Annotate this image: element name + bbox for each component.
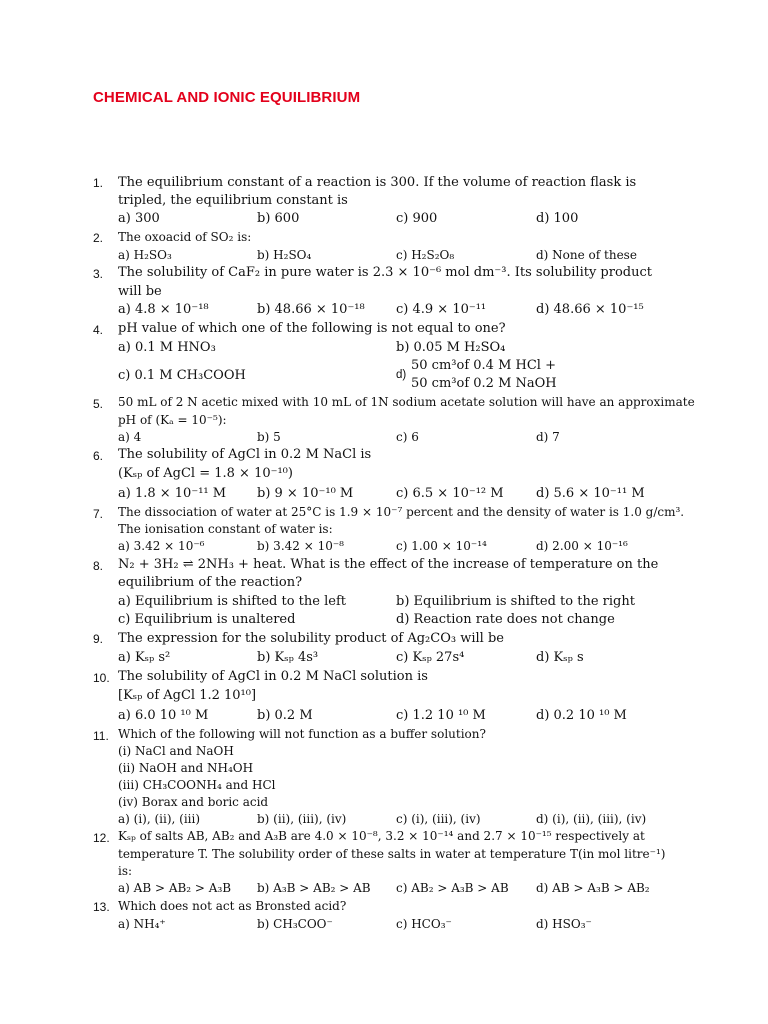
- question-number: 12.: [93, 831, 110, 845]
- question-text: The ionisation constant of water is:: [118, 522, 333, 536]
- question-number: 8.: [93, 559, 104, 573]
- document-title: CHEMICAL AND IONIC EQUILIBRIUM: [93, 89, 361, 106]
- option-b: b) 3.42 × 10⁻⁸: [257, 539, 344, 553]
- option-d: d) HSO₃⁻: [536, 917, 592, 931]
- option-a: a) Equilibrium is shifted to the left: [118, 594, 346, 609]
- question-text: equilibrium of the reaction?: [118, 575, 303, 590]
- option-d: d) None of these: [536, 248, 637, 262]
- question-text: 50 mL of 2 N acetic mixed with 10 mL of 1N sodium acetate solution will have an approximate: [118, 395, 695, 409]
- option-a: a) H₂SO₃: [118, 248, 172, 262]
- option-c: c) 1.2 10 ¹⁰ M: [396, 708, 486, 723]
- question-number: 2.: [93, 231, 104, 245]
- question-item: (ii) NaOH and NH₄OH: [118, 761, 254, 775]
- question-text: Kₛₚ of salts AB, AB₂ and A₃B are 4.0 × 10⁻⁸, 3.2 × 10⁻¹⁴ and 2.7 × 10⁻¹⁵ respectively at: [118, 829, 645, 843]
- option-c: c) H₂S₂O₈: [396, 248, 455, 262]
- option-c: c) 6.5 × 10⁻¹² M: [396, 486, 504, 501]
- question-text: Which of the following will not function as a buffer solution?: [118, 727, 486, 741]
- option-c: c) 1.00 × 10⁻¹⁴: [396, 539, 487, 553]
- option-d: d) (i), (ii), (iii), (iv): [536, 812, 647, 826]
- question-text: The dissociation of water at 25°C is 1.9 × 10⁻⁷ percent and the density of water is 1.0 g/cm³.: [118, 505, 685, 519]
- question-text: The oxoacid of SO₂ is:: [118, 230, 252, 244]
- question-item: (i) NaCl and NaOH: [118, 744, 234, 758]
- question-number: 4.: [93, 323, 104, 337]
- question-number: 10.: [93, 671, 110, 685]
- option-b: b) 0.05 M H₂SO₄: [396, 340, 506, 355]
- option-a: a) 4: [118, 430, 142, 444]
- option-a: a) 6.0 10 ¹⁰ M: [118, 708, 209, 723]
- question-text: The solubility of AgCl in 0.2 M NaCl solution is: [118, 669, 428, 684]
- option-d-line1: 50 cm³of 0.4 M HCl +: [411, 358, 556, 373]
- option-b: b) 600: [257, 211, 300, 226]
- option-d: d) Reaction rate does not change: [396, 612, 615, 627]
- option-c: c) (i), (iii), (iv): [396, 812, 481, 826]
- question-text: will be: [118, 284, 162, 299]
- option-a: a) AB > AB₂ > A₃B: [118, 881, 232, 895]
- question-text: The solubility of AgCl in 0.2 M NaCl is: [118, 447, 372, 462]
- option-d: d) Kₛₚ s: [536, 650, 584, 665]
- question-text: tripled, the equilibrium constant is: [118, 193, 348, 208]
- option-b: b) 9 × 10⁻¹⁰ M: [257, 486, 354, 501]
- option-c: c) AB₂ > A₃B > AB: [396, 881, 509, 895]
- option-b: b) H₂SO₄: [257, 248, 312, 262]
- question-number: 5.: [93, 397, 104, 411]
- question-text: pH of (Kₐ = 10⁻⁵):: [118, 413, 227, 427]
- option-a: a) 0.1 M HNO₃: [118, 340, 216, 355]
- question-text: is:: [118, 864, 133, 878]
- question-text: The solubility of CaF₂ in pure water is 2.3 × 10⁻⁶ mol dm⁻³. Its solubility product: [118, 265, 652, 280]
- option-d: d) 5.6 × 10⁻¹¹ M: [536, 486, 645, 501]
- option-a: a) NH₄⁺: [118, 917, 166, 931]
- option-a: a) 3.42 × 10⁻⁶: [118, 539, 205, 553]
- question-number: 1.: [93, 176, 104, 190]
- option-a: a) 1.8 × 10⁻¹¹ M: [118, 486, 227, 501]
- option-b: b) A₃B > AB₂ > AB: [257, 881, 371, 895]
- question-text: Which does not act as Bronsted acid?: [118, 899, 347, 913]
- question-text: N₂ + 3H₂ ⇌ 2NH₃ + heat. What is the effect of the increase of temperature on the: [118, 557, 659, 572]
- question-text: [Kₛₚ of AgCl 1.2 10¹⁰]: [118, 688, 257, 703]
- question-number: 9.: [93, 632, 104, 646]
- option-a: a) 300: [118, 211, 160, 226]
- option-a: a) 4.8 × 10⁻¹⁸: [118, 302, 209, 317]
- option-d-label: d): [396, 369, 407, 381]
- question-number: 7.: [93, 507, 104, 521]
- option-c: c) HCO₃⁻: [396, 917, 452, 931]
- question-number: 13.: [93, 900, 110, 914]
- option-b: b) 5: [257, 430, 281, 444]
- option-c: c) 0.1 M CH₃COOH: [118, 368, 246, 383]
- option-a: a) (i), (ii), (iii): [118, 812, 201, 826]
- question-number: 3.: [93, 267, 104, 281]
- option-c: c) Kₛₚ 27s⁴: [396, 650, 465, 665]
- option-b: b) (ii), (iii), (iv): [257, 812, 347, 826]
- option-b: b) CH₃COO⁻: [257, 917, 333, 931]
- option-d: d) 48.66 × 10⁻¹⁵: [536, 302, 644, 317]
- option-a: a) Kₛₚ s²: [118, 650, 171, 665]
- option-b: b) 0.2 M: [257, 708, 313, 723]
- option-c: c) 900: [396, 211, 438, 226]
- question-text: temperature T. The solubility order of these salts in water at temperature T(in mol litre⁻¹): [118, 847, 666, 861]
- question-number: 6.: [93, 449, 104, 463]
- option-b: b) 48.66 × 10⁻¹⁸: [257, 302, 365, 317]
- question-item: (iv) Borax and boric acid: [118, 795, 269, 809]
- question-text: The expression for the solubility product of Ag₂CO₃ will be: [118, 631, 504, 646]
- option-d: d) 7: [536, 430, 560, 444]
- question-text: The equilibrium constant of a reaction is 300. If the volume of reaction flask is: [118, 175, 637, 190]
- option-d: d) 0.2 10 ¹⁰ M: [536, 708, 627, 723]
- option-d: d) AB > A₃B > AB₂: [536, 881, 650, 895]
- question-item: (iii) CH₃COONH₄ and HCl: [118, 778, 276, 792]
- option-c: c) 6: [396, 430, 419, 444]
- option-d: d) 100: [536, 211, 579, 226]
- question-text: pH value of which one of the following is not equal to one?: [118, 321, 506, 336]
- option-b: b) Equilibrium is shifted to the right: [396, 594, 635, 609]
- question-number: 11.: [93, 729, 109, 743]
- option-d-line2: 50 cm³of 0.2 M NaOH: [411, 376, 557, 391]
- option-c: c) 4.9 × 10⁻¹¹: [396, 302, 487, 317]
- option-c: c) Equilibrium is unaltered: [118, 612, 296, 627]
- option-d: d) 2.00 × 10⁻¹⁶: [536, 539, 628, 553]
- option-b: b) Kₛₚ 4s³: [257, 650, 319, 665]
- question-text: (Kₛₚ of AgCl = 1.8 × 10⁻¹⁰): [118, 466, 293, 481]
